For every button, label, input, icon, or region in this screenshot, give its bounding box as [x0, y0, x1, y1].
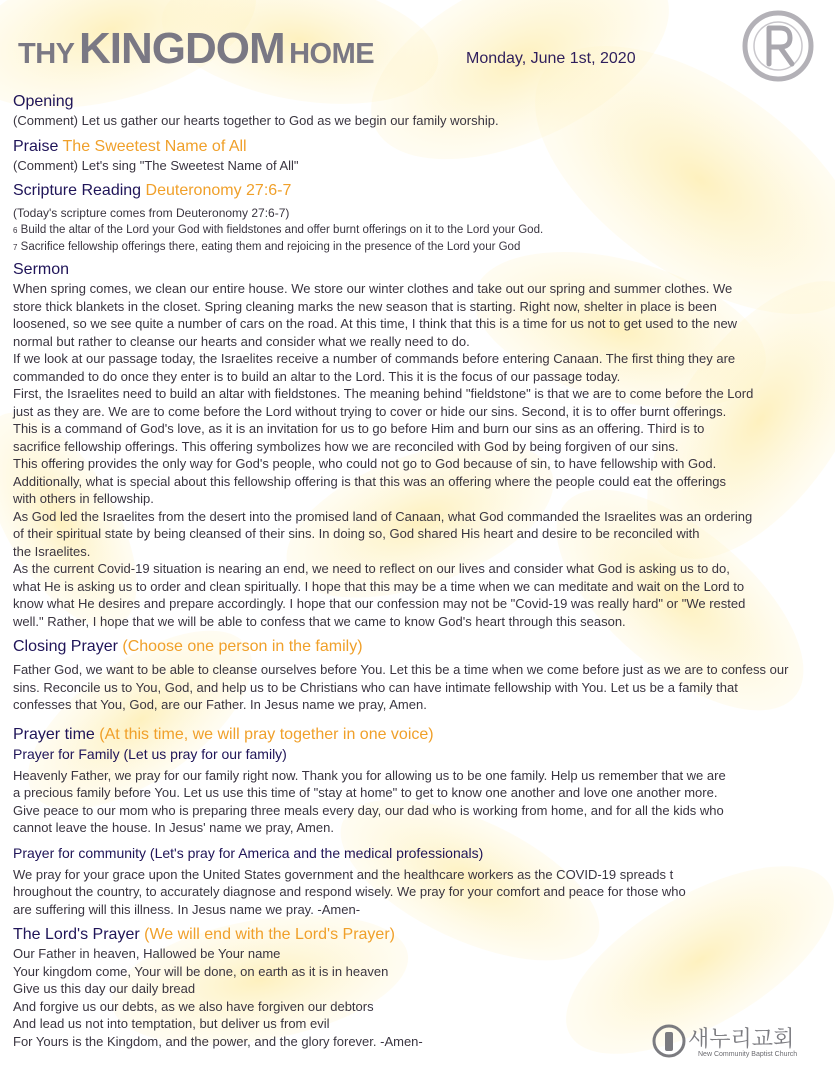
sermon-section — [13, 260, 828, 630]
sermon-line: As God led the Israelites from the desert into the promised land of Canaan, what God commanded the Israelites was an ordering — [13, 508, 753, 524]
church-logo-icon — [738, 6, 818, 86]
family-prayer-line: a precious family before You. Let us use this time of "stay at home" to get to know one another and love one another more. — [13, 785, 718, 800]
sermon-line: Additionally, what is special about this fellowship offering is that this was an offering where the people could eat the offerings — [13, 473, 727, 489]
closing-prayer-line: Father God, we want to be able to cleanse ourselves before You. Let this be a time when we come before just as we are to confess our — [13, 662, 789, 677]
church-logo-bottom — [652, 1022, 827, 1062]
lords-prayer-line: Give us this day our daily bread — [13, 981, 196, 996]
lords-prayer-heading — [13, 925, 828, 945]
sermon-line: the Israelites. — [13, 543, 91, 559]
title-home: HOME — [289, 38, 375, 70]
sermon-line: First, the Israelites need to build an altar with fieldstones. The meaning behind "fieldstone" is that we are to come before the Lord — [13, 386, 754, 401]
scripture-heading — [13, 181, 828, 201]
sermon-line: sacrifice fellowship offerings. This offering symbolizes how we are reconciled with God by being forgiven of our sins. — [13, 438, 679, 454]
sermon-line: As the current Covid-19 situation is nearing an end, we need to reflect on our lives and consider what God is asking us to do, — [13, 561, 730, 576]
prayer-time-section — [13, 725, 828, 919]
sermon-line: loosened, so we see quite a number of cars on the road. At this time, I think that this is a time for us not to get used to the new — [13, 316, 738, 331]
church-emblem-icon — [652, 1024, 686, 1058]
church-name-korean: 새누리교회 — [688, 1027, 795, 1052]
closing-prayer-line: confesses that You, God, are our Father. In Jesus name we pray, Amen. — [13, 697, 427, 712]
sermon-line: normal but rather to cleanse our hearts and consider what we really need to do. — [13, 333, 470, 349]
family-prayer-line: Give peace to our mom who is preparing three meals every day, our dad who is working from home, and for all the kids who — [13, 802, 724, 818]
praise-label: Praise — [13, 137, 59, 155]
praise-section — [13, 137, 828, 175]
community-prayer-heading: Prayer for community (Let's pray for America and the medical professionals) — [13, 844, 484, 861]
praise-comment: (Comment) Let's sing "The Sweetest Name of All" — [13, 157, 299, 173]
family-prayer-line: Heavenly Father, we pray for our family right now. Thank you for allowing us to be one family. Help us remember that we are — [13, 767, 726, 783]
lords-prayer-line: Your kingdom come, Your will be done, on earth as it is in heaven — [13, 963, 389, 979]
family-prayer-heading: Prayer for Family (Let us pray for our family) — [13, 745, 287, 762]
lords-prayer-line: Our Father in heaven, Hallowed be Your name — [13, 946, 281, 961]
scripture-reference: Deuteronomy 27:6-7 — [145, 182, 292, 199]
opening-section — [13, 92, 828, 130]
page-title — [18, 24, 374, 84]
praise-song-title: The Sweetest Name of All — [62, 137, 247, 155]
community-prayer-line: We pray for your grace upon the United States government and the healthcare workers as the COVID-19 spreads t — [13, 866, 674, 882]
verse-text: Sacrifice fellowship offerings there, eating them and rejoicing in the presence of the Lord your God — [20, 241, 521, 253]
sermon-line: well." Rather, I hope that we will be able to confess that we came to know God's heart through this season. — [13, 613, 626, 629]
family-prayer-line: cannot leave the house. In Jesus' name we pray, Amen. — [13, 820, 334, 835]
sermon-line: just as they are. We are to come before the Lord without trying to cover or hide our sins. Second, it is to offer burnt offerings. — [13, 403, 727, 419]
opening-heading: Opening — [13, 93, 74, 110]
church-name-english: New Community Baptist Church — [698, 1051, 798, 1058]
verse-text: Build the altar of the Lord your God with fieldstones and offer burnt offerings on it to the Lord your God. — [20, 224, 544, 236]
scripture-verse — [13, 239, 828, 256]
community-prayer-line: are suffering will this illness. In Jesus name we pray. -Amen- — [13, 901, 361, 917]
lords-prayer-line: And forgive us our debts, as we also have forgiven our debtors — [13, 998, 374, 1014]
praise-heading — [13, 137, 828, 157]
sermon-line: know what He desires and prepare accordingly. I hope that our confession may not be "Covid-19 was really hard" or "We rested — [13, 596, 746, 611]
lords-prayer-note: (We will end with the Lord's Prayer) — [144, 926, 395, 943]
scripture-label: Scripture Reading — [13, 182, 142, 199]
sermon-line: When spring comes, we clean our entire house. We store our winter clothes and take out our spring and summer clothes. We — [13, 281, 733, 296]
lords-prayer-line: For Yours is the Kingdom, and the power, and the glory forever. -Amen- — [13, 1033, 423, 1049]
worship-guide — [13, 92, 828, 1050]
verse-number: 6 — [13, 226, 18, 235]
sermon-line: with others in fellowship. — [13, 491, 154, 506]
sermon-line: This is a command of God's love, as it is an invitation for us to go before Him and burn our sins as an offering. Third is to — [13, 421, 705, 436]
sermon-line: If we look at our passage today, the Israelites receive a number of commands before entering Canaan. The first thing they are — [13, 351, 736, 366]
verse-number: 7 — [13, 243, 18, 252]
prayer-time-heading — [13, 725, 828, 745]
page-date: Monday, June 1st, 2020 — [466, 50, 636, 67]
sermon-line: commanded to do once they enter is to build an altar to the Lord. This it is the focus of our passage today. — [13, 368, 621, 384]
lords-prayer-line: And lead us not into temptation, but deliver us from evil — [13, 1016, 330, 1031]
lords-prayer-label: The Lord's Prayer — [13, 926, 140, 943]
prayer-time-label: Prayer time — [13, 725, 95, 743]
community-prayer-line: hroughout the country, to accurately diagnose and respond wisely. We pray for your comfort and peace for those who — [13, 884, 686, 899]
closing-prayer-section — [13, 637, 828, 714]
prayer-time-note: (At this time, we will pray together in one voice) — [99, 725, 434, 743]
sermon-line: what He is asking us to order and clean spiritually. I hope that this may be a time when we can meditate and wait on the Lord to — [13, 578, 745, 594]
closing-prayer-note: (Choose one person in the family) — [122, 638, 363, 655]
scripture-intro: (Today's scripture comes from Deuteronomy 27:6-7) — [13, 206, 290, 220]
sermon-line: This offering provides the only way for God's people, who could not go to God because of sin, to have fellowship with God. — [13, 456, 717, 471]
scripture-verse — [13, 222, 828, 239]
closing-prayer-label: Closing Prayer — [13, 638, 118, 655]
title-kingdom: KINGDOM — [78, 24, 285, 73]
sermon-heading: Sermon — [13, 261, 70, 278]
opening-comment: (Comment) Let us gather our hearts together to God as we begin our family worship. — [13, 113, 499, 128]
closing-prayer-line: sins. Reconcile us to You, God, and help us to be Christians who can have intimate fellowship with You. Let us be a family that — [13, 679, 738, 695]
closing-prayer-heading — [13, 637, 828, 657]
sermon-line: store thick blankets in the closet. Spring cleaning marks the new season that is starting. Right now, shelter in place is been — [13, 298, 717, 314]
scripture-section — [13, 181, 828, 256]
sermon-line: of their spiritual state by being cleansed of their sins. In doing so, God shared His heart and desire to be reconciled with — [13, 526, 700, 541]
title-thy: THY — [18, 38, 75, 70]
